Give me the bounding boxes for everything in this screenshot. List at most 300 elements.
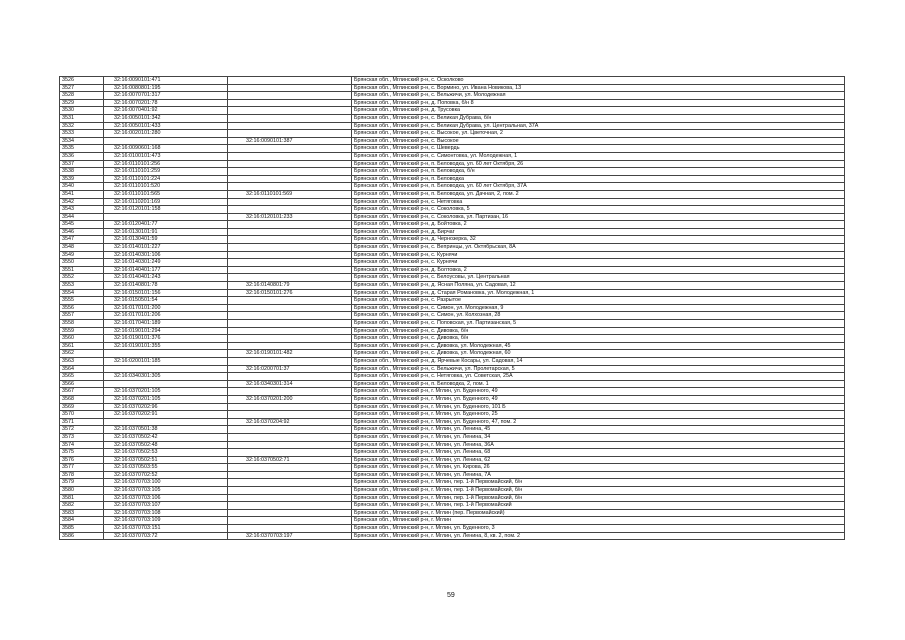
linked-cadastral-cell [228,92,352,100]
table-row [60,502,845,510]
table-row [60,122,845,130]
table-row [60,236,845,244]
cadastral-number-cell: 32:16:0080801:195 [104,84,228,92]
table-row [60,198,845,206]
linked-cadastral-cell: 32:16:0150101:276 [228,289,352,297]
table-row [60,137,845,145]
cadastral-number-cell: 32:16:0110101:224 [104,175,228,183]
table-row [60,77,845,85]
row-number-cell: 3537 [60,160,104,168]
table-row [60,365,845,373]
row-number-cell: 3541 [60,190,104,198]
row-number-cell: 3574 [60,441,104,449]
cadastral-number-cell: 32:16:0110101:256 [104,160,228,168]
table-row [60,509,845,517]
cadastral-number-cell: 32:16:0370201:105 [104,395,228,403]
linked-cadastral-cell: 32:16:0370502:71 [228,456,352,464]
address-cell: Брянская обл., Мглинский р-н, г. Мглин, пер. 1-й Первомайский, б/н [352,487,845,495]
table-row [60,418,845,426]
address-cell: Брянская обл., Мглинский р-н, г. Мглин, ул. Буденного, 47, пом. 2 [352,418,845,426]
linked-cadastral-cell [228,168,352,176]
cadastral-number-cell: 32:16:0070201:78 [104,99,228,107]
table-row [60,213,845,221]
cadastral-number-cell: 32:16:0110201:169 [104,198,228,206]
address-cell: Брянская обл., Мглинский р-н, п. Беловодка, ул. 60 лет Октября, 26 [352,160,845,168]
address-cell: Брянская обл., Мглинский р-н, г. Мглин, ул. Буденного, 101 Б [352,403,845,411]
cadastral-number-cell: 32:16:0070401:92 [104,107,228,115]
cadastral-number-cell: 32:16:0140301:106 [104,251,228,259]
linked-cadastral-cell [228,251,352,259]
linked-cadastral-cell [228,464,352,472]
row-number-cell: 3549 [60,251,104,259]
row-number-cell: 3536 [60,152,104,160]
address-cell: Брянская обл., Мглинский р-н, г. Мглин, ул. Ленина, 45 [352,426,845,434]
row-number-cell: 3527 [60,84,104,92]
linked-cadastral-cell [228,388,352,396]
cadastral-number-cell [104,380,228,388]
row-number-cell: 3561 [60,342,104,350]
linked-cadastral-cell [228,99,352,107]
cadastral-number-cell: 32:16:0370702:52 [104,471,228,479]
address-cell: Брянская обл., Мглинский р-н, г. Мглин, ул. Ленина, 8, кв. 2, пом. 2 [352,532,845,540]
linked-cadastral-cell [228,244,352,252]
linked-cadastral-cell [228,479,352,487]
cadastral-number-cell: 32:16:0370202:91 [104,411,228,419]
cadastral-number-cell: 32:16:0110101:520 [104,183,228,191]
cadastral-number-cell: 32:16:0120401:77 [104,221,228,229]
linked-cadastral-cell [228,107,352,115]
table-row [60,350,845,358]
cadastral-number-cell: 32:16:0370502:51 [104,456,228,464]
cadastral-number-cell: 32:16:0370503:55 [104,464,228,472]
linked-cadastral-cell [228,517,352,525]
row-number-cell: 3529 [60,99,104,107]
row-number-cell: 3562 [60,350,104,358]
cadastral-number-cell: 32:16:0340301:305 [104,373,228,381]
linked-cadastral-cell: 32:16:0340301:314 [228,380,352,388]
linked-cadastral-cell: 32:16:0110101:569 [228,190,352,198]
row-number-cell: 3570 [60,411,104,419]
table-row [60,320,845,328]
address-cell: Брянская обл., Мглинский р-н, с. Симон, ул. Молодежная, 9 [352,304,845,312]
table-row [60,441,845,449]
linked-cadastral-cell [228,297,352,305]
address-cell: Брянская обл., Мглинский р-н, с. Соколовка, ул. Партизан, 16 [352,213,845,221]
address-cell: Брянская обл., Мглинский р-н, г. Мглин, ул. Буденного, 49 [352,388,845,396]
row-number-cell: 3578 [60,471,104,479]
row-number-cell: 3571 [60,418,104,426]
cadastral-number-cell: 32:16:0190101:355 [104,342,228,350]
cadastral-number-cell: 32:16:0150501:54 [104,297,228,305]
linked-cadastral-cell [228,357,352,365]
cadastral-number-cell: 32:16:0370703:100 [104,479,228,487]
cadastral-number-cell: 32:16:0110101:259 [104,168,228,176]
address-cell: Брянская обл., Мглинский р-н, д. Бойтовка, 2 [352,221,845,229]
address-cell: Брянская обл., Мглинский р-н, с. Высокое [352,137,845,145]
table-row [60,274,845,282]
linked-cadastral-cell [228,221,352,229]
row-number-cell: 3552 [60,274,104,282]
address-cell: Брянская обл., Мглинский р-н, с. Курнячи [352,251,845,259]
cadastral-number-cell: 32:16:0370703:109 [104,517,228,525]
table-row [60,190,845,198]
cadastral-number-cell: 32:16:0370703:151 [104,525,228,533]
row-number-cell: 3531 [60,114,104,122]
table-row [60,175,845,183]
address-cell: Брянская обл., Мглинский р-н, с. Нетяговка [352,198,845,206]
address-cell: Брянская обл., Мглинский р-н, с. Шевердь [352,145,845,153]
cadastral-number-cell: 32:16:0370202:96 [104,403,228,411]
table-row [60,130,845,138]
cadastral-number-cell: 32:16:0090101:471 [104,77,228,85]
cadastral-number-cell: 32:16:0190101:294 [104,327,228,335]
linked-cadastral-cell [228,411,352,419]
cadastral-number-cell: 32:16:0110101:565 [104,190,228,198]
row-number-cell: 3539 [60,175,104,183]
address-cell: Брянская обл., Мглинский р-н, г. Мглин, ул. Ленина, 62 [352,456,845,464]
row-number-cell: 3560 [60,335,104,343]
linked-cadastral-cell [228,266,352,274]
table-row [60,471,845,479]
address-cell: Брянская обл., Мглинский р-н, г. Мглин, пер. 1-й Первомайский, б/н [352,494,845,502]
row-number-cell: 3582 [60,502,104,510]
linked-cadastral-cell [228,471,352,479]
address-cell: Брянская обл., Мглинский р-н, г. Мглин, ул. Буденного, 49 [352,395,845,403]
address-cell: Брянская обл., Мглинский р-н, д. Поповка, б/н 8 [352,99,845,107]
address-cell: Брянская обл., Мглинский р-н, с. Симон, ул. Колхозная, 28 [352,312,845,320]
table-row [60,532,845,540]
address-cell: Брянская обл., Мглинский р-н, с. Дивовка, б/н [352,335,845,343]
linked-cadastral-cell: 32:16:0140801:79 [228,282,352,290]
table-row [60,99,845,107]
table-row [60,380,845,388]
cadastral-number-cell: 32:16:0370502:53 [104,449,228,457]
linked-cadastral-cell [228,373,352,381]
row-number-cell: 3558 [60,320,104,328]
address-cell: Брянская обл., Мглинский р-н, с. Курнячи [352,259,845,267]
address-cell: Брянская обл., Мглинский р-н, с. Высокое, ул. Цветочная, 2 [352,130,845,138]
row-number-cell: 3556 [60,304,104,312]
address-cell: Брянская обл., Мглинский р-н, с. Осколково [352,77,845,85]
table-row [60,449,845,457]
row-number-cell: 3579 [60,479,104,487]
linked-cadastral-cell [228,312,352,320]
row-number-cell: 3564 [60,365,104,373]
cadastral-number-cell: 32:16:0150101:156 [104,289,228,297]
linked-cadastral-cell: 32:16:0090101:387 [228,137,352,145]
linked-cadastral-cell [228,77,352,85]
address-cell: Брянская обл., Мглинский р-н, с. Вормино, ул. Ивана Новикова, 13 [352,84,845,92]
address-cell: Брянская обл., Мглинский р-н, г. Мглин, пер. 1-й Первомайский, б/н [352,479,845,487]
address-cell: Брянская обл., Мглинский р-н, п. Беловодка, ул. 60 лет Октября, 37А [352,183,845,191]
row-number-cell: 3566 [60,380,104,388]
linked-cadastral-cell [228,487,352,495]
row-number-cell: 3548 [60,244,104,252]
row-number-cell: 3576 [60,456,104,464]
cadastral-number-cell: 32:16:0170101:206 [104,312,228,320]
cadastral-number-cell: 32:16:0140401:243 [104,274,228,282]
linked-cadastral-cell [228,160,352,168]
table-row [60,160,845,168]
linked-cadastral-cell [228,449,352,457]
row-number-cell: 3577 [60,464,104,472]
linked-cadastral-cell [228,122,352,130]
cadastral-number-cell: 32:16:0070701:317 [104,92,228,100]
address-cell: Брянская обл., Мглинский р-н, с. Поповская, ул. Партизанская, 5 [352,320,845,328]
linked-cadastral-cell [228,433,352,441]
linked-cadastral-cell [228,525,352,533]
table-row [60,433,845,441]
cadastral-number-cell: 32:16:0130101:91 [104,228,228,236]
address-cell: Брянская обл., Мглинский р-н, г. Мглин, ул. Ленина, 36А [352,441,845,449]
cadastral-number-cell: 32:16:0200101:185 [104,357,228,365]
row-number-cell: 3583 [60,509,104,517]
linked-cadastral-cell [228,327,352,335]
cadastral-number-cell: 32:16:0170401:189 [104,320,228,328]
row-number-cell: 3553 [60,282,104,290]
row-number-cell: 3545 [60,221,104,229]
linked-cadastral-cell [228,259,352,267]
row-number-cell: 3547 [60,236,104,244]
table-row [60,206,845,214]
linked-cadastral-cell [228,304,352,312]
table-row [60,342,845,350]
cadastral-number-cell [104,213,228,221]
cadastral-number-cell: 32:16:0050101:342 [104,114,228,122]
row-number-cell: 3575 [60,449,104,457]
cadastral-number-cell [104,418,228,426]
table-row [60,221,845,229]
row-number-cell: 3565 [60,373,104,381]
table-row [60,479,845,487]
address-cell: Брянская обл., Мглинский р-н, д. Чернозерка, 32 [352,236,845,244]
linked-cadastral-cell [228,274,352,282]
cadastral-number-cell: 32:16:0190101:376 [104,335,228,343]
address-cell: Брянская обл., Мглинский р-н, г. Мглин, ул. Буденного, 25 [352,411,845,419]
page-number: 59 [447,592,455,599]
address-cell: Брянская обл., Мглинский р-н, с. Вельжичи, ул. Молодежная [352,92,845,100]
table-row [60,145,845,153]
table-row [60,517,845,525]
cadastral-number-cell: 32:16:0130401:59 [104,236,228,244]
address-cell: Брянская обл., Мглинский р-н, с. Великая Дубрава, ул. Центральная, 37А [352,122,845,130]
row-number-cell: 3586 [60,532,104,540]
cadastral-number-cell: 32:16:0370703:108 [104,509,228,517]
table-row [60,327,845,335]
row-number-cell: 3535 [60,145,104,153]
table-row [60,289,845,297]
table-row [60,282,845,290]
registry-table-body [60,77,845,540]
table-row [60,464,845,472]
table-row [60,335,845,343]
row-number-cell: 3554 [60,289,104,297]
address-cell: Брянская обл., Мглинский р-н, г. Мглин [352,517,845,525]
table-row [60,487,845,495]
address-cell: Брянская обл., Мглинский р-н, д. Бирчаг [352,228,845,236]
address-cell: Брянская обл., Мглинский р-н, с. Нетяговка, ул. Советская, 25А [352,373,845,381]
linked-cadastral-cell [228,441,352,449]
linked-cadastral-cell [228,183,352,191]
address-cell: Брянская обл., Мглинский р-н, г. Мглин, ул. Ленина, 68 [352,449,845,457]
linked-cadastral-cell: 32:16:0370201:200 [228,395,352,403]
row-number-cell: 3540 [60,183,104,191]
cadastral-number-cell: 32:16:0370703:106 [104,494,228,502]
cadastral-number-cell: 32:16:0020101:280 [104,130,228,138]
cadastral-number-cell: 32:16:0140101:227 [104,244,228,252]
cadastral-number-cell: 32:16:0370201:105 [104,388,228,396]
linked-cadastral-cell: 32:16:0370703:197 [228,532,352,540]
linked-cadastral-cell: 32:16:0200701:37 [228,365,352,373]
table-row [60,297,845,305]
address-cell: Брянская обл., Мглинский р-н, д. Трусовка [352,107,845,115]
row-number-cell: 3567 [60,388,104,396]
linked-cadastral-cell [228,145,352,153]
table-row [60,426,845,434]
row-number-cell: 3559 [60,327,104,335]
cadastral-number-cell: 32:16:0370703:107 [104,502,228,510]
row-number-cell: 3568 [60,395,104,403]
address-cell: Брянская обл., Мглинский р-н, г. Мглин, ул. Ленина, 34 [352,433,845,441]
cadastral-number-cell: 32:16:0370502:42 [104,433,228,441]
row-number-cell: 3533 [60,130,104,138]
linked-cadastral-cell [228,509,352,517]
row-number-cell: 3585 [60,525,104,533]
cadastral-number-cell: 32:16:0140801:78 [104,282,228,290]
row-number-cell: 3542 [60,198,104,206]
address-cell: Брянская обл., Мглинский р-н, д. Болтовка, 2 [352,266,845,274]
linked-cadastral-cell [228,335,352,343]
address-cell: Брянская обл., Мглинский р-н, г. Мглин (пер. Первомайский) [352,509,845,517]
row-number-cell: 3546 [60,228,104,236]
linked-cadastral-cell [228,152,352,160]
address-cell: Брянская обл., Мглинский р-н, с. Белоусовы, ул. Центральная [352,274,845,282]
cadastral-number-cell: 32:16:0140301:249 [104,259,228,267]
row-number-cell: 3581 [60,494,104,502]
address-cell: Брянская обл., Мглинский р-н, д. Ясная Поляна, ул. Садовая, 12 [352,282,845,290]
linked-cadastral-cell [228,403,352,411]
linked-cadastral-cell [228,228,352,236]
row-number-cell: 3526 [60,77,104,85]
row-number-cell: 3573 [60,433,104,441]
table-row [60,114,845,122]
cadastral-number-cell: 32:16:0370502:48 [104,441,228,449]
address-cell: Брянская обл., Мглинский р-н, д. Старая Романовка, ул. Молодежная, 1 [352,289,845,297]
row-number-cell: 3557 [60,312,104,320]
linked-cadastral-cell [228,342,352,350]
row-number-cell: 3532 [60,122,104,130]
address-cell: Брянская обл., Мглинский р-н, п. Беловодка, 2, пом. 1 [352,380,845,388]
linked-cadastral-cell: 32:16:0190101:482 [228,350,352,358]
registry-table [59,76,845,540]
table-row [60,456,845,464]
linked-cadastral-cell [228,84,352,92]
row-number-cell: 3555 [60,297,104,305]
row-number-cell: 3584 [60,517,104,525]
cadastral-number-cell: 32:16:0050101:433 [104,122,228,130]
address-cell: Брянская обл., Мглинский р-н, с. Вепринцы, ул. Октябрьская, 8А [352,244,845,252]
row-number-cell: 3563 [60,357,104,365]
linked-cadastral-cell [228,320,352,328]
row-number-cell: 3550 [60,259,104,267]
table-row [60,312,845,320]
linked-cadastral-cell [228,426,352,434]
linked-cadastral-cell [228,130,352,138]
cadastral-number-cell: 32:16:0090601:168 [104,145,228,153]
table-row [60,266,845,274]
table-row [60,403,845,411]
table-row [60,228,845,236]
table-row [60,395,845,403]
address-cell: Брянская обл., Мглинский р-н, г. Мглин, ул. Ленина, 7А [352,471,845,479]
table-row [60,411,845,419]
linked-cadastral-cell [228,114,352,122]
table-row [60,84,845,92]
row-number-cell: 3543 [60,206,104,214]
linked-cadastral-cell: 32:16:0370204:92 [228,418,352,426]
table-row [60,183,845,191]
cadastral-number-cell: 32:16:0140401:177 [104,266,228,274]
address-cell: Брянская обл., Мглинский р-н, с. Симонтовка, ул. Молодежная, 1 [352,152,845,160]
linked-cadastral-cell [228,236,352,244]
address-cell: Брянская обл., Мглинский р-н, г. Мглин, пер. 1-й Первомайский [352,502,845,510]
row-number-cell: 3569 [60,403,104,411]
address-cell: Брянская обл., Мглинский р-н, г. Мглин, ул. Буденного, 3 [352,525,845,533]
linked-cadastral-cell [228,198,352,206]
cadastral-number-cell: 32:16:0370703:105 [104,487,228,495]
cadastral-number-cell: 32:16:0370703:72 [104,532,228,540]
table-row [60,525,845,533]
row-number-cell: 3530 [60,107,104,115]
table-row [60,494,845,502]
address-cell: Брянская обл., Мглинский р-н, с. Дивовка, б/н [352,327,845,335]
row-number-cell: 3528 [60,92,104,100]
table-row [60,251,845,259]
table-row [60,152,845,160]
address-cell: Брянская обл., Мглинский р-н, с. Дивовка, ул. Молодежная, 45 [352,342,845,350]
address-cell: Брянская обл., Мглинский р-н, с. Разрытое [352,297,845,305]
table-row [60,259,845,267]
cadastral-number-cell [104,365,228,373]
cadastral-number-cell: 32:16:0370501:38 [104,426,228,434]
table-row [60,168,845,176]
table-row [60,92,845,100]
row-number-cell: 3544 [60,213,104,221]
address-cell: Брянская обл., Мглинский р-н, с. Великая Дубрава, б/н [352,114,845,122]
linked-cadastral-cell [228,206,352,214]
table-row [60,357,845,365]
address-cell: Брянская обл., Мглинский р-н, п. Беловодка, б/н [352,168,845,176]
linked-cadastral-cell [228,175,352,183]
linked-cadastral-cell [228,502,352,510]
linked-cadastral-cell: 32:16:0120101:233 [228,213,352,221]
address-cell: Брянская обл., Мглинский р-н, п. Беловодка [352,175,845,183]
cadastral-number-cell: 32:16:0170101:200 [104,304,228,312]
row-number-cell: 3534 [60,137,104,145]
address-cell: Брянская обл., Мглинский р-н, с. Вельжичи, ул. Пролетарская, 5 [352,365,845,373]
address-cell: Брянская обл., Мглинский р-н, с. Соколовка, 5 [352,206,845,214]
row-number-cell: 3572 [60,426,104,434]
cadastral-number-cell: 32:16:0120101:158 [104,206,228,214]
address-cell: Брянская обл., Мглинский р-н, г. Мглин, ул. Кирова, 26 [352,464,845,472]
cadastral-number-cell [104,137,228,145]
row-number-cell: 3551 [60,266,104,274]
cadastral-number-cell: 32:16:0100101:473 [104,152,228,160]
linked-cadastral-cell [228,494,352,502]
cadastral-number-cell [104,350,228,358]
address-cell: Брянская обл., Мглинский р-н, п. Беловодка, ул. Дачная, 2, пом. 2 [352,190,845,198]
address-cell: Брянская обл., Мглинский р-н, д. Ярчевые Косары, ул. Садовая, 14 [352,357,845,365]
